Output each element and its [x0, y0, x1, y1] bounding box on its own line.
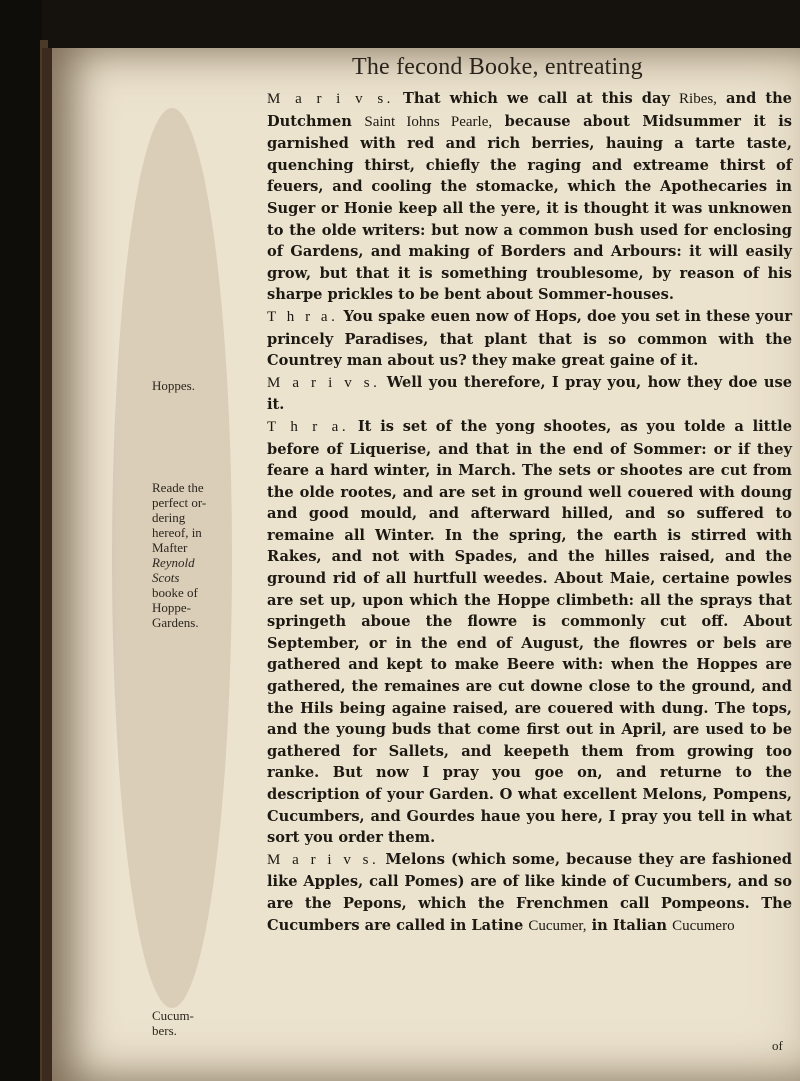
margin-note-line: Mafter — [152, 540, 188, 555]
margin-note-line: hereof, in — [152, 525, 202, 540]
paragraph-marius-melons — [267, 849, 792, 937]
paragraph-text: because about Midsummer it is garnished with red and rich berries, hauing a tarte taste, quenching thirst, chiefly the raging and extreame thirst of feuers, and cooling the stomacke, which the Apothecaries in Suger or Honie keep all the yere, it is thought it was unknowen to the olde writers: but now a common bush used for enclosing of Gardens, and making of Borders and Arbours: it will easily grow, but that it is something troublesome, by reason of his sharpe prickles to be bent about Sommer-houses. — [267, 112, 792, 304]
paragraph-text: Melons (which some, because they are fashioned like Apples, call Pomes) are of like kinde of Cucumbers, and so are the Pepons, which the Frenchmen call Pompeons. The Cucumbers are called in Latine — [267, 850, 792, 934]
margin-note-line: dering — [152, 510, 186, 525]
running-head: The fecond Booke, entreating — [352, 54, 643, 80]
paragraph-text: It is set of the yong shootes, as you tolde a little before of Liquerise, and that in the end of Sommer: or if they feare a hard winter, in March. The sets or shootes are cut from the olde rootes, and are set in ground well couered with doung and good mould, and afterward hilled, and so suffered to remaine all Winter. In the spring, the earth is stirred with Rakes, and not with Spades, and the hilles raised, and the ground rid of all hurtfull weedes. About Maie, certaine powles are set up, upon which the Hoppe climbeth: all the sprays that springeth aboue the flowre is commonly cut off. About September, or in the end of August, the flowres or bels are gathered and kept to make Beere with: when the Hoppes are gathered, the remaines are cut downe close to the ground, and the Hils being againe raised, are couered with dung. The tops, and the young buds that come first out in April, are used to be gathered for Sallets, and keepeth them from growing too ranke. But now I pray you goe on, and returne to the description of your Garden. O what excellent Melons, Pompens, Cucumbers, and Gourdes haue you here, I pray you tell in what sort you order them. — [267, 417, 792, 847]
paragraph-text: and the Dutchmen — [267, 90, 792, 130]
book-gutter-shadow — [0, 0, 42, 1081]
speaker-name: M a r i v s. — [267, 91, 394, 107]
margin-note-line: booke of — [152, 585, 198, 600]
margin-note-reade — [152, 480, 212, 630]
speaker-name: M a r i v s. — [267, 374, 381, 391]
paragraph-text: in Italian — [586, 916, 673, 934]
roman-term: Cucumer, — [528, 917, 587, 934]
book-page — [42, 48, 800, 1081]
margin-note-cucumbers — [152, 1008, 212, 1038]
margin-note-line: Reade the — [152, 480, 204, 495]
paragraph-thra-hoppe-culture — [267, 416, 792, 849]
margin-note-hoppes: Hoppes. — [152, 378, 195, 393]
margin-note-line: bers. — [152, 1023, 177, 1038]
margin-note-line: Gardens. — [152, 615, 199, 630]
roman-term: Cucumero — [672, 917, 735, 934]
paragraph-text: That which we call at this day — [402, 90, 680, 107]
roman-term: Ribes, — [679, 91, 717, 107]
paragraph-thra-hops — [267, 306, 792, 372]
speaker-name: T h r a. — [267, 418, 350, 435]
margin-note-line: Hoppe- — [152, 600, 191, 615]
paragraph-marius-hops — [267, 372, 792, 416]
margin-note-line: Scots — [152, 570, 180, 585]
paragraph-text: Well you therefore, I pray you, how they doe use it. — [267, 373, 793, 414]
body-text — [267, 88, 792, 937]
roman-term: Saint Iohns Pearle, — [364, 113, 493, 130]
speaker-name: M a r i v s. — [267, 851, 380, 868]
margin-note-line: Cucum- — [152, 1008, 194, 1023]
catchword: of — [772, 1038, 783, 1053]
margin-note-line: Reynold — [152, 555, 195, 570]
speaker-name: T h r a. — [267, 308, 339, 325]
paragraph-marius-ribes — [267, 88, 792, 306]
margin-note-line: perfect or- — [152, 495, 207, 510]
paragraph-text: You spake euen now of Hops, doe you set in these your princely Paradises, that plant that is so common with the Countrey man about us? they make great gaine of it. — [267, 307, 793, 370]
